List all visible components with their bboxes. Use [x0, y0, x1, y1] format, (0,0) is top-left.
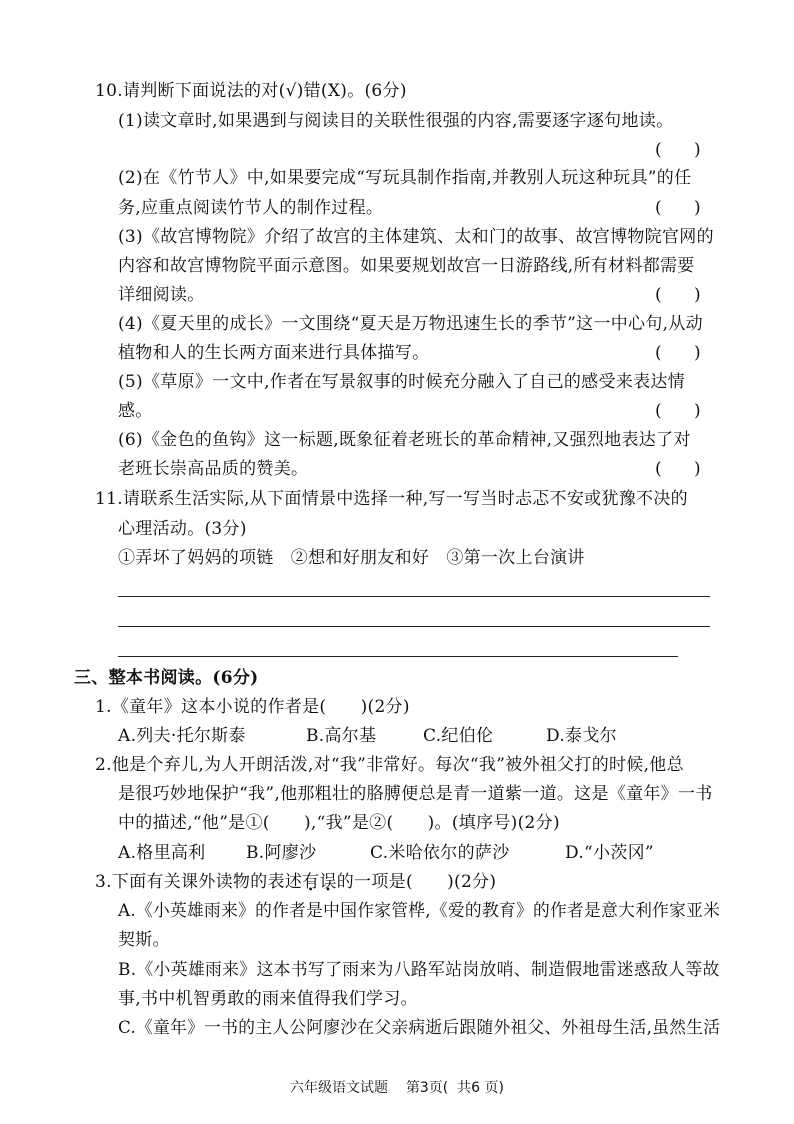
- s3-q1-stem: 1.《童年》这本小说的作者是( )(2分): [95, 697, 410, 717]
- s3-q2-line1: 2.他是个弃儿,为人开朗活泼,对“我”非常好。每次“我”被外祖父打的时候,他总: [95, 755, 684, 775]
- s3-q1-option-a: A.列夫·托尔斯泰: [118, 726, 246, 746]
- answer-line-1[interactable]: [118, 596, 710, 597]
- s3-q3-emphasis-2: 误: [319, 872, 337, 892]
- s3-q2-option-d: D.“小茨冈”: [565, 843, 654, 863]
- q10-item3-line3: 详细阅读。: [118, 285, 205, 305]
- s3-q1-option-b: B.高尔基: [306, 726, 377, 746]
- s3-q2-option-c: C.米哈依尔的萨沙: [370, 843, 510, 863]
- q10-item3-answer[interactable]: ( ): [655, 285, 701, 305]
- q10-item4-line1: (4)《夏天里的成长》一文围绕“夏天是万物迅速生长的季节”这一中心句,从动: [118, 314, 703, 334]
- q10-item5-answer[interactable]: ( ): [655, 401, 701, 421]
- s3-q3-stem-pre: 3.下面有关课外读物的表述: [95, 872, 303, 892]
- q10-item5-line1: (5)《草原》一文中,作者在写景叙事的时候充分融入了自己的感受来表达情: [118, 372, 685, 392]
- q11-title-line2: 心理活动。(3分): [118, 519, 247, 539]
- s3-q3-option-b-line2: 事,书中机智勇敢的雨来值得我们学习。: [118, 989, 418, 1009]
- s3-q3-option-a-line2: 契斯。: [118, 930, 170, 950]
- s3-q1-option-c: C.纪伯伦: [423, 726, 494, 746]
- q10-item4-answer[interactable]: ( ): [655, 343, 701, 363]
- q10-item6-line1: (6)《金色的鱼钩》这一标题,既象征着老班长的革命精神,又强烈地表达了对: [118, 430, 691, 450]
- q11-title-line1: 11.请联系生活实际,从下面情景中选择一种,写一写当时忐忑不安或犹豫不决的: [95, 489, 688, 509]
- page-footer: 六年级语文试题 第3页( 共6 页): [290, 1080, 504, 1096]
- answer-line-2[interactable]: [118, 626, 710, 627]
- q10-item5-line2: 感。: [118, 401, 153, 421]
- q10-item2-line2: 务,应重点阅读竹节人的制作过程。: [118, 198, 384, 218]
- s3-q3-option-b-line1: B.《小英雄雨来》这本书写了雨来为八路军站岗放哨、制造假地雷迷惑敌人等故: [118, 960, 720, 980]
- q10-item1-line1: (1)读文章时,如果遇到与阅读目的关联性很强的内容,需要逐字逐句地读。: [118, 111, 674, 131]
- s3-q2-option-b: B.阿廖沙: [246, 843, 317, 863]
- q10-item6-answer[interactable]: ( ): [655, 459, 701, 479]
- q10-title: 10.请判断下面说法的对(√)错(X)。(6分): [95, 81, 407, 101]
- q10-item4-line2: 植物和人的生长两方面来进行具体描写。: [118, 343, 430, 363]
- s3-q1-option-d: D.泰戈尔: [546, 726, 617, 746]
- q10-item1-answer[interactable]: ( ): [655, 140, 701, 160]
- answer-line-3[interactable]: [118, 656, 678, 657]
- q10-item3-line1: (3)《故宫博物院》介绍了故宫的主体建筑、太和门的故事、故宫博物院官网的: [118, 227, 714, 247]
- q10-item2-line1: (2)在《竹节人》中,如果要完成“写玩具制作指南,并教别人玩这种玩具”的任: [118, 168, 692, 188]
- section3-title: 三、整本书阅读。(6分): [74, 668, 259, 688]
- s3-q3-option-c-line1: C.《童年》一书的主人公阿廖沙在父亲病逝后跟随外祖父、外祖母生活,虽然生活: [118, 1018, 721, 1038]
- q10-item6-line2: 老班长崇高品质的赞美。: [118, 459, 309, 479]
- s3-q2-line3: 中的描述,“他”是①( ),“我”是②( )。(填序号)(2分): [118, 813, 560, 833]
- s3-q3-emphasis-1: 有: [302, 872, 320, 892]
- s3-q3-stem-post: 的一项是( )(2分): [336, 872, 497, 892]
- s3-q2-line2: 是很巧妙地保护“我”,他那粗壮的胳膊便总是青一道紫一道。这是《童年》一书: [118, 784, 713, 804]
- s3-q3-option-a-line1: A.《小英雄雨来》的作者是中国作家管桦,《爱的教育》的作者是意大利作家亚米: [118, 901, 721, 921]
- s3-q2-option-a: A.格里高利: [118, 843, 206, 863]
- q11-options: ①弄坏了妈妈的项链 ②想和好朋友和好 ③第一次上台演讲: [118, 548, 585, 568]
- q10-item3-line2: 内容和故宫博物院平面示意图。如果要规划故宫一日游路线,所有材料都需要: [118, 256, 695, 276]
- s3-q3-stem: [95, 870, 496, 894]
- q10-item2-answer[interactable]: ( ): [655, 198, 701, 218]
